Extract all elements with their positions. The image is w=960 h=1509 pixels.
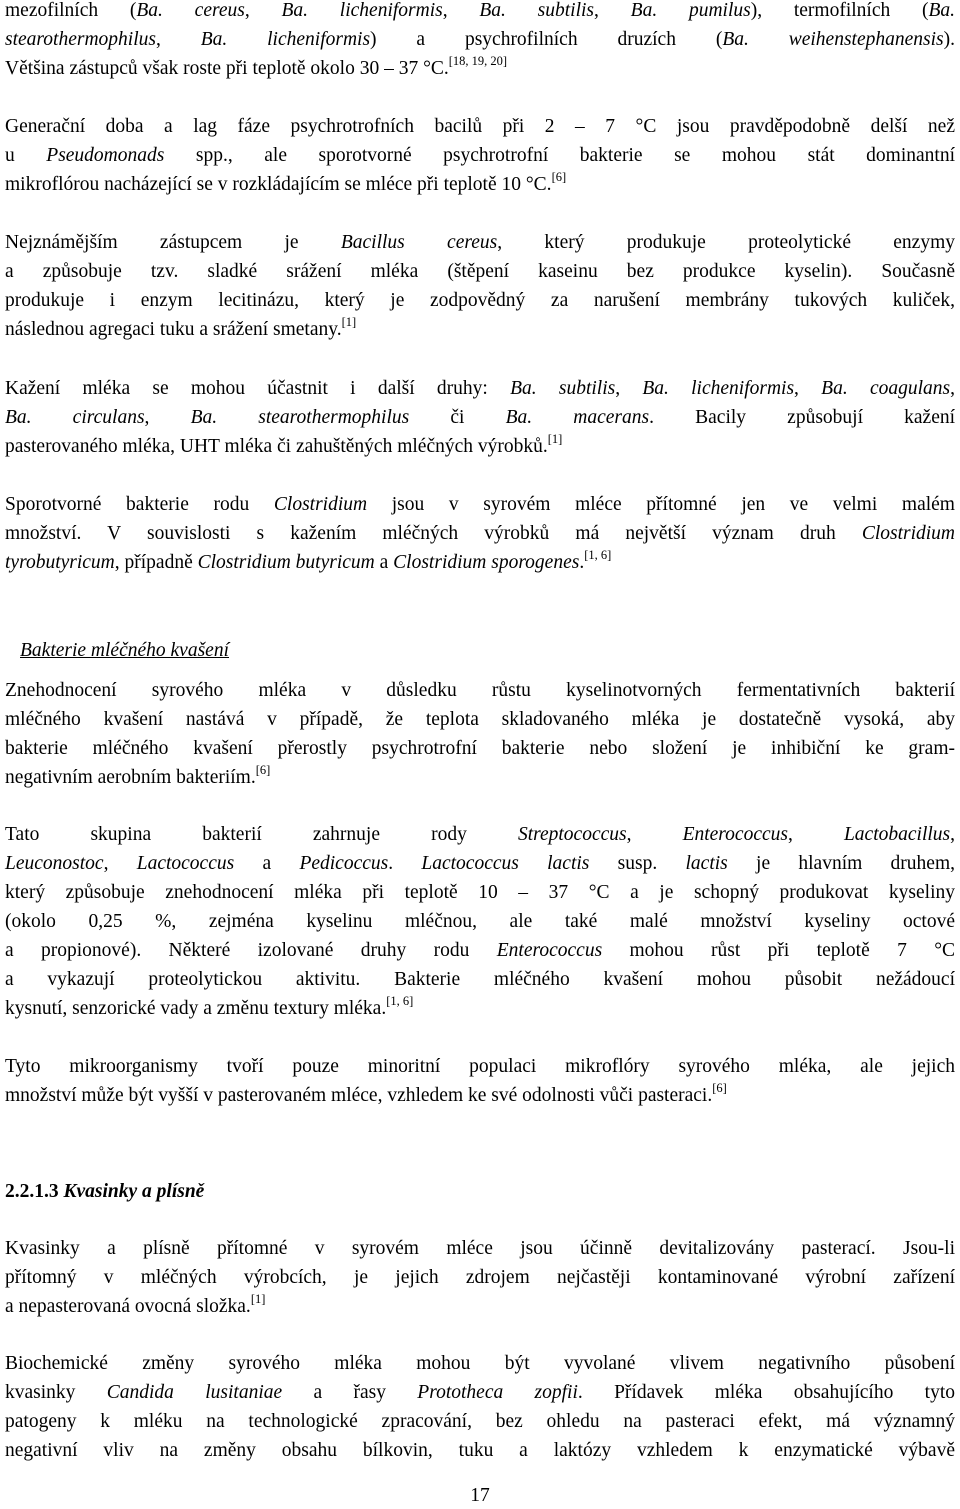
text-run: Kažení mléka se mohou účastnit i další druhy: — [5, 378, 511, 399]
taxon-name: Ba. — [928, 0, 956, 21]
paragraph-spoilage-species — [5, 374, 955, 461]
text-run: u — [5, 145, 47, 166]
text-line — [5, 1081, 955, 1110]
text-run: Většina zástupců však roste při teplotě okolo 30 – 37 °C. — [5, 58, 449, 79]
taxon-name: Ba. coagulans — [821, 378, 951, 399]
text-line: přítomný v mléčných výrobcích, je jejich zdrojem nejčastěji kontaminované výrobní zařízení — [5, 1267, 955, 1288]
text-run: či — [409, 407, 506, 428]
text-line — [5, 1378, 955, 1407]
text-run: ), termofilních ( — [750, 0, 929, 21]
text-run: , — [950, 378, 955, 399]
text-line — [5, 936, 955, 965]
text-run: , — [626, 824, 683, 845]
text-run: , — [144, 407, 191, 428]
paragraph-generation-time — [5, 112, 955, 199]
text-run: . — [388, 853, 422, 874]
text-line — [5, 170, 955, 199]
text-line — [5, 54, 955, 83]
taxon-name: Pedicoccus — [299, 853, 389, 874]
text-run: , — [103, 853, 137, 874]
taxon-name: Enterococcus — [496, 940, 603, 961]
text-run: kysnutí, senzorické vady a změnu textury mléka. — [5, 998, 387, 1019]
paragraph-clostridium — [5, 490, 955, 577]
taxon-name: stearothermophilus — [5, 29, 156, 50]
text-line — [5, 315, 955, 344]
text-run: mezofilních ( — [5, 0, 137, 21]
text-line: Kvasinky a plísně přítomné v syrovém mléce jsou účinně devitalizovány pasterací. Jsou-li — [5, 1238, 955, 1259]
text-run: Nejznámějším zástupcem je — [5, 232, 341, 253]
text-line: bakterie mléčného kvašení přerostly psychrotrofní bakterie nebo složení je inhibiční ke gram- — [5, 738, 955, 759]
text-run: . Přídavek mléka obsahujícího tyto — [577, 1382, 956, 1403]
paragraph-yeasts-molds — [5, 1234, 955, 1321]
text-line — [5, 763, 955, 792]
text-run: , — [244, 0, 282, 21]
text-line — [5, 374, 955, 403]
paragraph-lactic-spoilage — [5, 676, 955, 792]
citation: [1] — [250, 1292, 266, 1306]
taxon-name: Pseudomonads — [46, 145, 165, 166]
taxon-name: Ba. subtilis — [510, 378, 616, 399]
taxon-name: Ba. circulans — [5, 407, 145, 428]
text-run: Tato skupina bakterií zahrnuje rody — [5, 824, 518, 845]
text-run: negativním aerobním bakteriím. — [5, 767, 256, 788]
text-run: množství. V souvislosti s kažením mléčných výrobků má největší význam druh — [5, 523, 862, 544]
taxon-name: Ba. stearothermophilus — [190, 407, 410, 428]
text-run: kvasinky — [5, 1382, 107, 1403]
text-run: následnou agregaci tuku a srážení smetany. — [5, 319, 342, 340]
text-run — [5, 552, 584, 573]
citation: [1] — [547, 432, 563, 446]
section-title: Bakterie mléčného kvašení — [20, 640, 229, 661]
text-run: , případně — [114, 552, 198, 573]
taxon-name: Lactococcus lactis — [421, 853, 590, 874]
paragraph-biochemical-changes — [5, 1349, 955, 1465]
heading-number: 2.2.1.3 — [5, 1181, 64, 1202]
text-run: a — [374, 552, 394, 573]
taxon-name: Clostridium — [273, 494, 368, 515]
text-line: který způsobuje znehodnocení mléka při teplotě 10 – 37 °C a je schopný produkovat kyseliny — [5, 882, 955, 903]
taxon-name: Clostridium sporogenes — [393, 552, 580, 573]
taxon-name: Ba. pumilus — [630, 0, 751, 21]
text-line — [5, 519, 955, 548]
text-run: množství může být vyšší v pasterovaném mléce, vzhledem ke své odolnosti vůči pasteraci. — [5, 1085, 713, 1106]
text-line — [5, 141, 955, 170]
subsection-heading — [5, 1177, 204, 1206]
text-run: pasterovaného mléka, UHT mléka či zahuštěných mléčných výrobků. — [5, 436, 548, 457]
text-run: Sporotvorné bakterie rodu — [5, 494, 274, 515]
text-run: a nepasterovaná ovocná složka. — [5, 1296, 251, 1317]
text-line — [5, 820, 955, 849]
citation: [1, 6] — [584, 548, 612, 562]
text-run: . — [579, 552, 585, 573]
text-line: produkuje i enzym lecitinázu, který je zodpovědný za narušení membrány tukových kuliček, — [5, 290, 955, 311]
taxon-name: Ba. licheniformis — [281, 0, 443, 21]
taxon-name: Lactobacillus — [843, 824, 951, 845]
taxon-name: Ba. subtilis — [479, 0, 595, 21]
taxon-name: Ba. licheniformis — [200, 29, 371, 50]
taxon-name: Lactococcus — [136, 853, 235, 874]
text-run: ) a psychrofilních druzích ( — [370, 29, 723, 50]
taxon-name: lactis — [685, 853, 728, 874]
text-run: a propionové). Některé izolované druhy rodu — [5, 940, 497, 961]
citation: [6] — [255, 763, 271, 777]
taxon-name: Ba. macerans — [505, 407, 650, 428]
text-line: a vykazují proteolytickou aktivitu. Bakterie mléčného kvašení mohou působit nežádoucí — [5, 969, 955, 990]
citation: [1, 6] — [386, 994, 414, 1008]
text-line: Biochemické změny syrového mléka mohou být vyvolané vlivem negativního působení — [5, 1353, 955, 1374]
text-run: a — [234, 853, 300, 874]
text-line: (okolo 0,25 %, zejména kyselinu mléčnou, ale také malé množství kyseliny octové — [5, 911, 955, 932]
taxon-name: Clostridium — [861, 523, 955, 544]
text-run: mohou růst při teplotě 7 °C — [602, 940, 956, 961]
text-line: a způsobuje tzv. sladké srážení mléka (štěpení kaseinu bez produkce kyselin). Současně — [5, 261, 955, 282]
text-run: , — [442, 0, 480, 21]
page-number: 17 — [470, 1485, 490, 1506]
text-line — [5, 548, 955, 577]
text-run: mikroflórou nacházející se v rozkládajícím se mléce při teplotě 10 °C. — [5, 174, 552, 195]
text-line: patogeny k mléku na technologické zpracování, bez ohledu na pasteraci efekt, má významný — [5, 1411, 955, 1432]
paragraph-lactic-genera — [5, 820, 955, 1023]
text-run: . Bacily způsobují kažení — [649, 407, 956, 428]
text-line: negativní vliv na změny obsahu bílkovin, tuku a laktózy vzhledem k enzymatické výbavě — [5, 1440, 955, 1461]
citation: [6] — [712, 1081, 727, 1095]
text-line — [5, 228, 955, 257]
text-line — [5, 490, 955, 519]
text-run: , — [950, 824, 955, 845]
text-line — [5, 25, 955, 54]
text-line — [5, 994, 955, 1023]
text-line: Znehodnocení syrového mléka v důsledku růstu kyselinotvorných fermentativních bakterií — [5, 680, 955, 701]
text-run: spp., ale sporotvorné psychrotrofní bakterie se mohou stát dominantní — [164, 145, 955, 166]
paragraph-bacillus-cereus — [5, 228, 955, 344]
taxon-name: Streptococcus — [517, 824, 627, 845]
taxon-name: Prototheca zopfii — [417, 1382, 578, 1403]
text-run: je hlavním druhem, — [727, 853, 956, 874]
text-run: susp. — [589, 853, 686, 874]
taxon-name: Enterococcus — [682, 824, 788, 845]
taxon-name: Bacillus cereus — [340, 232, 498, 253]
text-line: mléčného kvašení nastává v případě, že teplota skladovaného mléka je dostatečně vysoká, aby — [5, 709, 955, 730]
text-run: , — [794, 378, 822, 399]
paragraph-bacillus-groups — [5, 0, 955, 83]
text-run: , — [787, 824, 844, 845]
text-run: ). — [943, 29, 955, 50]
text-line — [5, 403, 955, 432]
text-run: , — [594, 0, 631, 21]
taxon-name: tyrobutyricum — [5, 552, 115, 573]
text-run: , — [155, 29, 201, 50]
text-line: Generační doba a lag fáze psychrotrofních bacilů při 2 – 7 °C jsou pravděpodobně delší než — [5, 116, 955, 137]
paragraph-minority-population — [5, 1052, 955, 1110]
text-run: , — [615, 378, 643, 399]
text-run: jsou v syrovém mléce přítomné jen ve velmi malém — [367, 494, 955, 515]
text-run: , který produkuje proteolytické enzymy — [497, 232, 955, 253]
taxon-name: Ba. weihenstephanensis — [722, 29, 944, 50]
text-line — [5, 0, 955, 25]
text-line — [5, 432, 955, 461]
citation: [1] — [341, 315, 357, 329]
text-run: a řasy — [282, 1382, 418, 1403]
citation: [18, 19, 20] — [448, 54, 508, 68]
citation: [6] — [551, 170, 567, 184]
taxon-name: Candida lusitaniae — [106, 1382, 283, 1403]
taxon-name: Ba. cereus — [136, 0, 245, 21]
taxon-name: Ba. licheniformis — [642, 378, 795, 399]
taxon-name: Clostridium butyricum — [197, 552, 375, 573]
heading-title: Kvasinky a plísně — [63, 1181, 205, 1202]
text-line — [5, 849, 955, 878]
text-line — [5, 1292, 955, 1321]
text-line: Tyto mikroorganismy tvoří pouze minoritní populaci mikroflóry syrového mléka, ale jejich — [5, 1056, 955, 1077]
taxon-name: Leuconostoc — [5, 853, 104, 874]
